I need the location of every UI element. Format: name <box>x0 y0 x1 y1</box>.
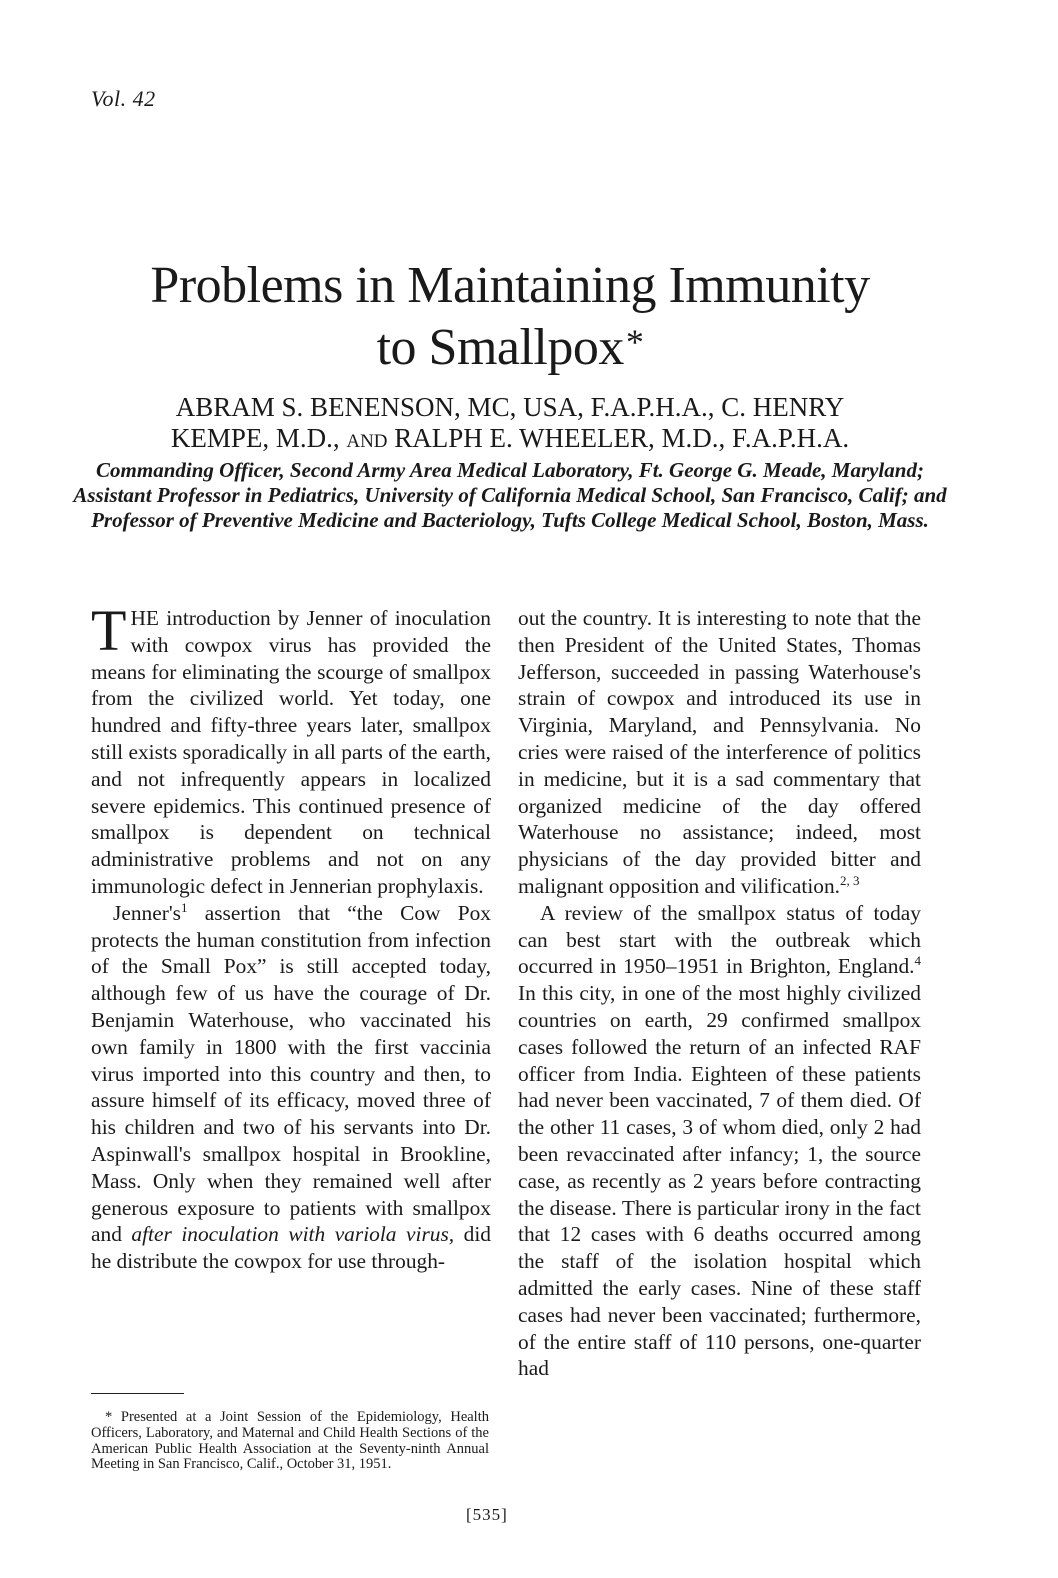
body-column-left <box>91 598 492 1275</box>
paragraph-3-text: out the country. It is interesting to note that the then President of the United States, Thomas Jefferson, succeeded in passing Waterhouse's strain of cowpox and introduced its use in Virginia, Maryland, and Pennsylvania. No cries were raised of the interference of politics in medicine, but it is a sad commentary that organized medicine of the day offered Waterhouse no assistance; indeed, most physicians of the day provided bitter and malignant opposition and vilification. <box>518 606 921 898</box>
author-affiliations: Commanding Officer, Second Army Area Medical Laboratory, Ft. George G. Meade, Maryland; Assistant Professor in Pediatrics, University of California Medical School, San Francisco, Calif; and Professor of Preventive Medicine and Bacteriology, Tufts College Medical School, Boston, Mass. <box>73 458 947 532</box>
paragraph-3 <box>518 605 921 900</box>
title-line-1: Problems in Maintaining Immunity <box>150 257 870 314</box>
reference-4: 4 <box>914 953 921 969</box>
paragraph-4-a: A review of the smallpox status of today can best start with the outbreak which occurred in 1950–1951 in Brighton, England. <box>518 900 921 979</box>
paragraph-2-italic: after inoculation with variola virus, <box>131 1222 455 1247</box>
paragraph-1 <box>91 598 491 900</box>
title-line-2-text: to Smallpox <box>376 319 624 376</box>
drop-cap: T <box>91 598 127 663</box>
volume-label: Vol. 42 <box>91 86 156 111</box>
footnote-rule <box>91 1393 184 1394</box>
article-title <box>60 255 960 379</box>
paragraph-2 <box>91 900 491 1275</box>
paragraph-4-b: In this city, in one of the most highly civilized countries on earth, 29 confirmed smallpox cases followed the return of an infected RAF officer from India. Eighteen of these patients had never been vaccinated, 7 of them died. Of the other 11 cases, 3 of whom died, only 2 had been revaccinated after infancy; 1, the source case, as recently as 2 years before contracting the disease. There is particular irony in the fact that 12 cases with 6 deaths occurred among the staff of the isolation hospital which admitted the early cases. Nine of these staff cases had never been vaccinated; furthermore, of the entire staff of 110 persons, one-quarter had <box>518 981 921 1381</box>
authors-line-2-a: KEMPE, M.D., <box>170 423 347 453</box>
paragraph-1-text: HE introduction by Jenner of inoculation with cowpox virus has provided the means for eliminating the scourge of smallpox from the civilized world. Yet today, one hundred and fifty-three years later, smallpox still exists sporadically in all parts of the earth, and not infrequently appears in localized severe epidemics. This continued presence of smallpox is dependent on technical administrative problems and not on any immunologic defect in Jennerian prophylaxis. <box>91 606 491 898</box>
authors-line-2-b: RALPH E. WHEELER, M.D., F.A.P.H.A. <box>387 423 850 453</box>
author-list <box>60 392 960 457</box>
footnote <box>91 1410 489 1473</box>
footnote-text: * Presented at a Joint Session of the Epidemiology, Health Officers, Laboratory, and Maternal and Child Health Sections of the American Public Health Association at the Seventy-ninth Annual Meeting in San Francisco, Calif., October 31, 1951. <box>91 1409 489 1473</box>
paragraph-2-a: Jenner's <box>113 900 182 925</box>
reference-1: 1 <box>181 899 188 915</box>
authors-and: AND <box>346 431 388 452</box>
authors-line-2 <box>60 423 960 457</box>
authors-line-1: ABRAM S. BENENSON, MC, USA, F.A.P.H.A., C. HENRY <box>175 392 845 422</box>
title-line-2 <box>60 317 960 379</box>
page-number: [535] <box>466 1505 508 1524</box>
paragraph-2-c: did he distribute the cowpox for use through- <box>91 1222 492 1274</box>
body-column-right <box>518 605 921 1382</box>
paragraph-2-b: assertion that “the Cow Pox protects the human constitution from infection of the Small Pox” is still accepted today, although few of us have the courage of Dr. Benjamin Waterhouse, who vaccinated his own family in 1800 with the first vaccinia virus imported into this country and then, to assure himself of its efficacy, moved three of his children and two of his servants into Dr. Aspinwall's smallpox hospital in Brookline, Mass. Only when they remained well after generous exposure to patients with smallpox and <box>91 900 491 1247</box>
reference-2-3: 2, 3 <box>840 872 860 888</box>
paragraph-4 <box>518 900 921 1382</box>
title-footnote-mark: * <box>625 322 644 362</box>
